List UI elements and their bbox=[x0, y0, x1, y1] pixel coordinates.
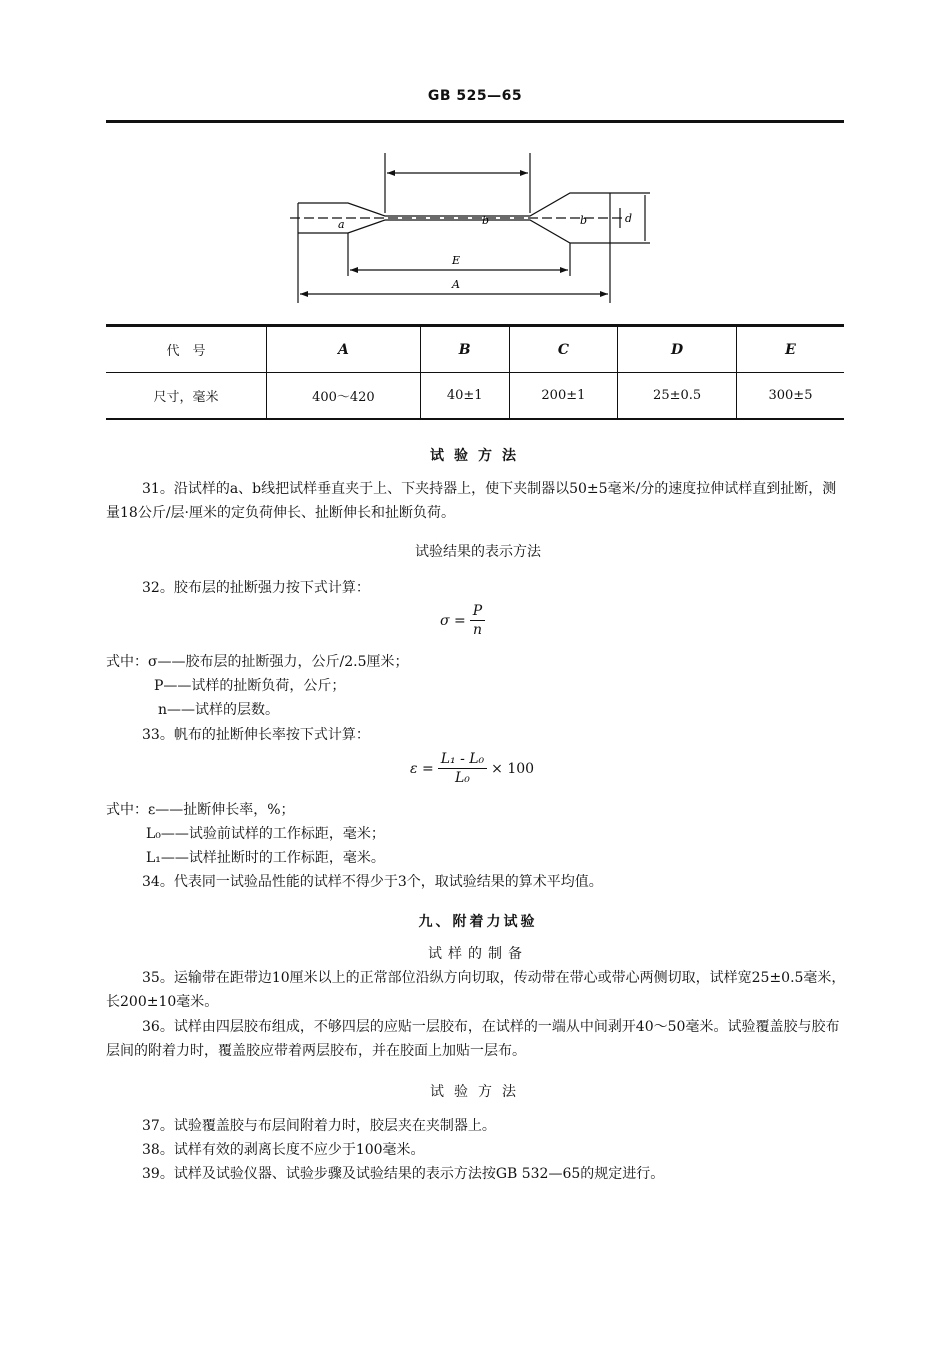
table-header-d: D bbox=[618, 326, 737, 373]
label-d: d bbox=[625, 212, 633, 225]
section-title-method-1: 试验方法 bbox=[430, 448, 526, 464]
page-header: GB 525—65 bbox=[427, 88, 523, 104]
paragraph-34: 34。代表同一试验品性能的试样不得少于3个，取试验结果的算术平均值。 bbox=[142, 874, 603, 890]
formula-sigma-num: P bbox=[470, 602, 485, 621]
where-p: P——试样的扯断负荷，公斤； bbox=[154, 678, 346, 694]
formula-sigma-lhs: σ = bbox=[440, 612, 466, 629]
specimen-diagram bbox=[280, 148, 660, 318]
table-header-row bbox=[106, 326, 844, 373]
paragraph-35: 35。运输带在距带边10厘米以上的正常部位沿纵方向切取，传动带在带心或带心两侧切取，试样宽25±0.5毫米，长200±10毫米。 bbox=[106, 970, 846, 1010]
formula-epsilon-den: L₀ bbox=[454, 770, 470, 786]
paragraph-37: 37。试验覆盖胶与布层间附着力时，胶层夹在夹制器上。 bbox=[142, 1118, 496, 1134]
table-cell-d: 25±0.5 bbox=[618, 373, 737, 420]
formula-epsilon-lhs: ε = bbox=[410, 760, 434, 777]
specimen-outline-top bbox=[298, 193, 610, 216]
where-epsilon: 式中：ε——扯断伸长率，%； bbox=[106, 802, 295, 818]
where-n: n——试样的层数。 bbox=[158, 702, 280, 718]
table-header-e: E bbox=[736, 326, 844, 373]
where-l0: L₀——试验前试样的工作标距，毫米； bbox=[146, 826, 385, 842]
table-header-a: A bbox=[267, 326, 421, 373]
table-header-code: 代 号 bbox=[106, 326, 267, 373]
table-header-b: B bbox=[420, 326, 509, 373]
table-cell-label: 尺寸，毫米 bbox=[153, 390, 219, 405]
dimension-table bbox=[106, 324, 844, 420]
paragraph-38: 38。试样有效的剥离长度不应少于100毫米。 bbox=[142, 1142, 425, 1158]
specimen-outline-bottom bbox=[298, 220, 610, 243]
table-row bbox=[106, 373, 844, 420]
formula-sigma-den: n bbox=[472, 622, 482, 638]
table-header-c: C bbox=[509, 326, 618, 373]
table-cell-b: 40±1 bbox=[420, 373, 509, 420]
table-cell-e: 300±5 bbox=[736, 373, 844, 420]
table-cell-a: 400～420 bbox=[267, 373, 421, 420]
chapter-title-9: 九、附着力试验 bbox=[418, 914, 538, 930]
label-A: A bbox=[452, 278, 460, 291]
formula-epsilon-tail: × 100 bbox=[491, 760, 535, 777]
table-cell-c: 200±1 bbox=[509, 373, 618, 420]
section-title-prep: 试样的制备 bbox=[428, 946, 528, 962]
header-rule bbox=[106, 120, 844, 123]
paragraph-33: 33。帆布的扯断伸长率按下式计算： bbox=[142, 727, 370, 743]
formula-epsilon-num: L₁ - L₀ bbox=[438, 750, 487, 769]
paragraph-36: 36。试样由四层胶布组成，不够四层的应贴一层胶布，在试样的一端从中间剥开40～50毫米。试验覆盖胶与胶布层间的附着力时，覆盖胶应带着两层胶布，并在胶面上加贴一层布。 bbox=[106, 1019, 840, 1059]
formula-epsilon bbox=[410, 750, 534, 787]
section-title-result: 试验结果的表示方法 bbox=[415, 544, 541, 560]
paragraph-39: 39。试样及试验仪器、试验步骤及试验结果的表示方法按GB 532—65的规定进行。 bbox=[142, 1166, 665, 1182]
label-a: a bbox=[338, 218, 345, 231]
label-b-left: b bbox=[482, 214, 490, 227]
paragraph-31: 31。沿试样的a、b线把试样垂直夹于上、下夹持器上，使下夹制器以50±5毫米/分的速度拉伸试样直到扯断，测量18公斤/层·厘米的定负荷伸长、扯断伸长和扯断负荷。 bbox=[106, 481, 837, 521]
formula-sigma bbox=[440, 602, 489, 639]
where-sigma: 式中：σ——胶布层的扯断强力，公斤/2.5厘米； bbox=[106, 654, 409, 670]
label-e: E bbox=[452, 254, 461, 267]
label-b-right: b bbox=[580, 214, 588, 227]
section-title-method-2: 试验方法 bbox=[430, 1084, 526, 1100]
paragraph-32: 32。胶布层的扯断强力按下式计算： bbox=[142, 580, 370, 596]
where-l1: L₁——试样扯断时的工作标距，毫米。 bbox=[146, 850, 385, 866]
